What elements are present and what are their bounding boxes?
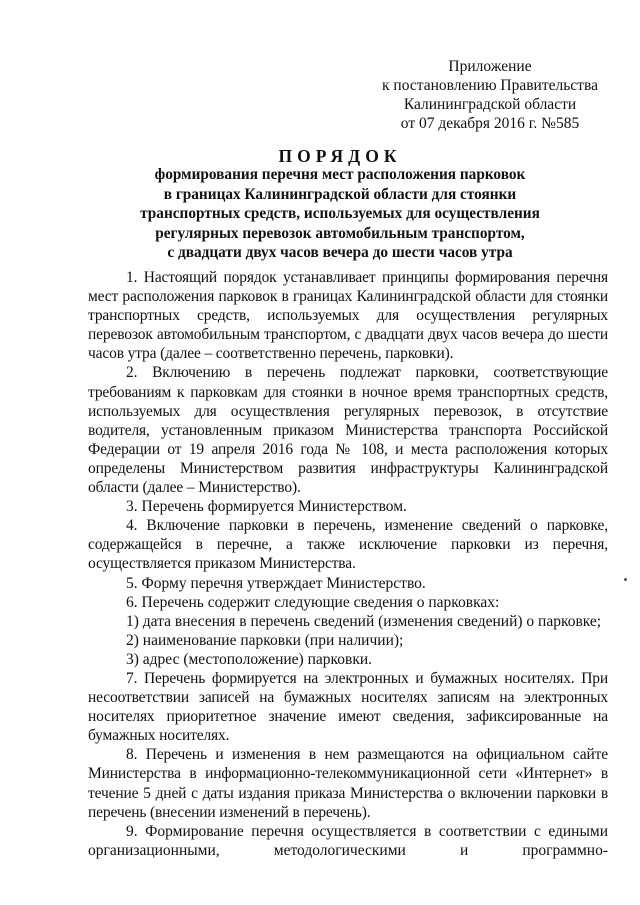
appendix-decree: к постановлению Правительства	[382, 77, 598, 94]
subtitle-line: регулярных перевозок автомобильным транспортом,	[155, 224, 525, 242]
paragraph-6: 6. Перечень содержит следующие сведения о парковках:	[126, 593, 500, 611]
scan-speck	[624, 578, 627, 581]
paragraph-1: 1. Настоящий порядок устанавливает принципы формирования перечня мест расположения парковок в границах Калининградской области для стоянки транспортных средств, используемых для осуществления регулярных перевозок автомобильным транспортом, с двадцати двух часов вечера до шести часов утра (далее – соответственно перечень, парковки).	[88, 269, 608, 363]
paragraph-5: 5. Форму перечня утверждает Министерство.	[126, 574, 426, 592]
paragraph-7: 7. Перечень формируется на электронных и бумажных носителях. При несоответствии записей на бумажных носителях записям на электронных носителях приоритетное значение имеют сведения, зафиксированные на бумажных носителях.	[88, 669, 608, 745]
paragraph-9: 9. Формирование перечня осуществляется в соответствии с едиными организационными, методологическими и программно-	[88, 822, 608, 859]
paragraph-4: 4. Включение парковки в перечень, изменение сведений о парковке, содержащейся в перечне, а также исключение парковки из перечня, осуществляется приказом Министерства.	[88, 517, 608, 573]
document-subtitle	[60, 165, 620, 263]
document-body	[88, 268, 608, 860]
subtitle-line: с двадцати двух часов вечера до шести часов утра	[167, 244, 513, 261]
paragraph-3: 3. Перечень формируется Министерством.	[126, 498, 407, 516]
list-item-3: 3) адрес (местоположение) парковки.	[126, 650, 373, 668]
subtitle-line: в границах Калининградской области для стоянки	[163, 185, 517, 203]
appendix-date: от 07 декабря 2016 г. №585	[400, 115, 580, 132]
paragraph-8: 8. Перечень и изменения в нем размещаются на официальном сайте Министерства в информационно-телекоммуникационной сети «Интернет» в течение 5 дней с даты издания приказа Министерства о включении парковки в перечень (внесении изменений в перечень).	[88, 746, 608, 821]
subtitle-line: формирования перечня мест расположения парковок	[154, 166, 526, 183]
document-title: ПОРЯДОК	[278, 146, 402, 166]
appendix-region: Калининградской области	[403, 96, 577, 113]
paragraph-2: 2. Включению в перечень подлежат парковки, соответствующие требованиям к парковкам для стоянки в ночное время транспортных средств, используемых для осуществления регулярных перевозок, в отсутствие водителя, установленным приказом Министерства транспорта Российской Федерации от 19 апреля 2016 года № 108, и места расположения которых определены Министерством развития инфраструктуры Калининградской области (далее – Министерство).	[88, 364, 608, 497]
list-item-1: 1) дата внесения в перечень сведений (изменения сведений) о парковке;	[126, 612, 602, 630]
list-item-2: 2) наименование парковки (при наличии);	[126, 631, 404, 649]
subtitle-line: транспортных средств, используемых для осуществления	[140, 205, 540, 222]
appendix-block	[360, 57, 620, 133]
appendix-label: Приложение	[448, 58, 532, 75]
